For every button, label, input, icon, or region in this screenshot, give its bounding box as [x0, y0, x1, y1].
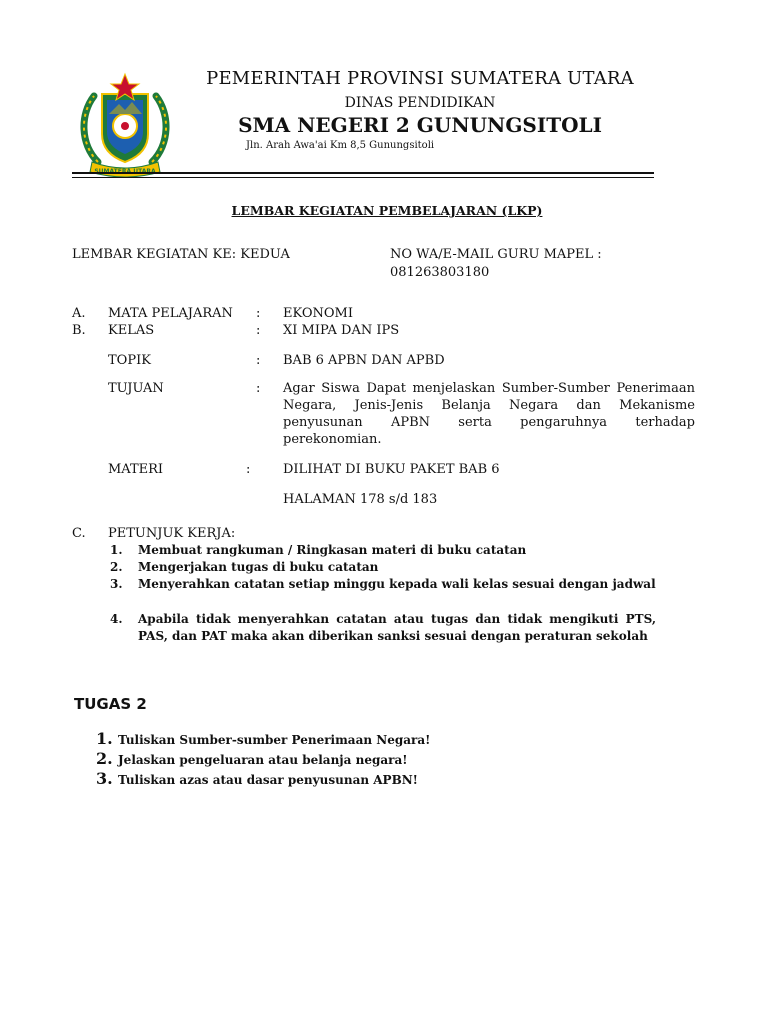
- school-address: Jln. Arah Awa'ai Km 8,5 Gunungsitoli: [246, 140, 435, 151]
- field-label-class: KELAS: [108, 323, 155, 338]
- field-value-material: DILIHAT DI BUKU PAKET BAB 6: [283, 462, 500, 477]
- instruction-number: 4.: [110, 612, 123, 626]
- assignment-number: 2.: [96, 749, 113, 768]
- school-name: SMA NEGERI 2 GUNUNGSITOLI: [238, 113, 602, 137]
- activity-label: LEMBAR KEGIATAN KE: KEDUA: [72, 247, 290, 262]
- sumatera-utara-emblem-icon: [76, 70, 174, 180]
- province-heading: PEMERINTAH PROVINSI SUMATERA UTARA: [206, 68, 634, 89]
- field-label-material: MATERI: [108, 462, 164, 477]
- field-label-subject: MATA PELAJARAN: [108, 306, 233, 321]
- field-value-goal: Agar Siswa Dapat menjelaskan Sumber-Sumber Penerimaan Negara, Jenis-Jenis Belanja Negara dan Mekanisme penyusunan APBN serta pengaruhnya terhadap perekonomian.: [283, 381, 695, 447]
- field-prefix: B.: [72, 323, 86, 338]
- material-pages: HALAMAN 178 s/d 183: [283, 492, 438, 507]
- instruction-number: 2.: [110, 560, 123, 574]
- contact-value: 081263803180: [390, 265, 490, 280]
- assignment-text: Jelaskan pengeluaran atau belanja negara!: [118, 753, 408, 767]
- assignment-number: 1.: [96, 729, 113, 748]
- assignment-text: Tuliskan Sumber-sumber Penerimaan Negara!: [118, 733, 431, 747]
- emblem-ribbon-text: SUMATERA UTARA: [94, 168, 156, 175]
- assignment-item: [96, 769, 418, 788]
- field-colon: :: [256, 306, 261, 321]
- field-value-class: XI MIPA DAN IPS: [283, 323, 400, 338]
- instruction-number: 1.: [110, 543, 123, 557]
- assignment-item: [96, 749, 408, 768]
- assignment-text: Tuliskan azas atau dasar penyusunan APBN!: [118, 773, 418, 787]
- office-heading: DINAS PENDIDIKAN: [344, 95, 496, 111]
- field-colon: :: [256, 323, 261, 338]
- field-label-goal: TUJUAN: [108, 381, 164, 396]
- field-label-topic: TOPIK: [108, 353, 151, 368]
- field-value-subject: EKONOMI: [283, 306, 353, 321]
- header-rule-thin: [72, 177, 654, 178]
- instruction-text: Membuat rangkuman / Ringkasan materi di buku catatan: [138, 543, 527, 557]
- field-colon: :: [256, 381, 261, 396]
- assignment-item: [96, 729, 430, 748]
- field-colon: :: [256, 353, 261, 368]
- instructions-prefix: C.: [72, 526, 86, 541]
- field-colon: :: [246, 462, 251, 477]
- instructions-heading: PETUNJUK KERJA:: [108, 526, 236, 541]
- assignment-number: 3.: [96, 769, 113, 788]
- field-prefix: A.: [72, 306, 86, 321]
- document-title: LEMBAR KEGIATAN PEMBELAJARAN (LKP): [231, 203, 543, 218]
- instruction-text: Mengerjakan tugas di buku catatan: [138, 560, 379, 574]
- field-value-topic: BAB 6 APBN DAN APBD: [283, 353, 445, 368]
- header-rule-thick: [72, 172, 654, 174]
- instruction-number: 3.: [110, 577, 123, 591]
- instruction-text: Menyerahkan catatan setiap minggu kepada wali kelas sesuai dengan jadwal: [138, 577, 656, 591]
- assignment-heading: TUGAS 2: [74, 695, 147, 713]
- contact-label: NO WA/E-MAIL GURU MAPEL :: [390, 247, 602, 262]
- instruction-text: Apabila tidak menyerahkan catatan atau tugas dan tidak mengikuti PTS, PAS, dan PAT maka akan diberikan sanksi sesuai dengan peraturan sekolah: [138, 612, 656, 643]
